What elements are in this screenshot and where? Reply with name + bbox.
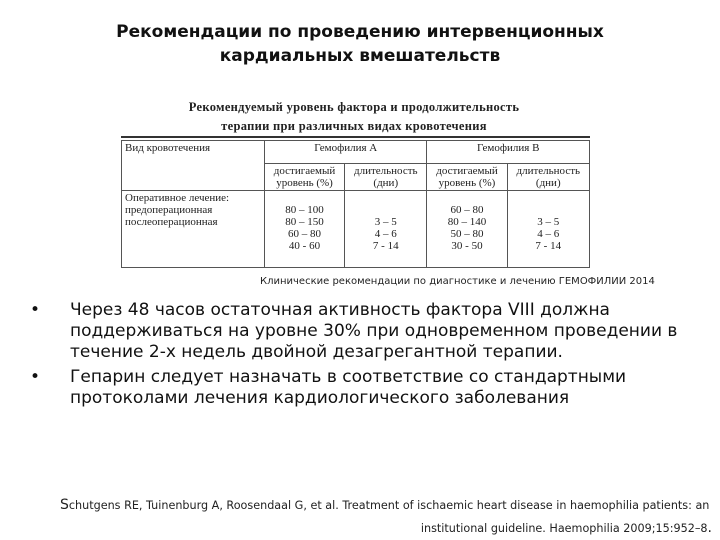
reference-line-1 (60, 494, 712, 517)
b-days-value: 4 – 6 (537, 228, 560, 240)
bullet-item (30, 367, 710, 409)
b-level-value: 30 - 50 (451, 240, 483, 252)
table-row (122, 191, 590, 268)
a-duration-header-line-2: (дни) (373, 177, 399, 189)
a-days-value: 4 – 6 (374, 228, 397, 240)
reference-initial: S (60, 497, 69, 513)
a-level-header-line-2: уровень (%) (276, 177, 333, 189)
hemophilia-b-header: Гемофилия В (427, 141, 590, 164)
a-level-header (265, 164, 345, 191)
table-caption-line-1: Рекомендуемый уровень фактора и продолжительность (188, 100, 520, 114)
postoperative-label: послеоперационная (125, 216, 218, 228)
reference-line-1-text: chutgens RE, Tuinenburg A, Roosendaal G, et al. Treatment of ischaemic heart disease in haemophilia patients: an (68, 499, 710, 512)
b-duration-header-line-2: (дни) (535, 177, 561, 189)
bleeding-type-header: Вид кровотечения (122, 141, 265, 191)
operative-treatment-cell (122, 191, 265, 268)
table-caption (118, 98, 590, 136)
bullet-item (30, 300, 710, 363)
hemophilia-a-header: Гемофилия А (265, 141, 427, 164)
bullet-text: Гепарин следует назначать в соответствие со стандартными протоколами лечения кардиологического заболевания (70, 367, 627, 408)
bullet-list (30, 300, 710, 413)
a-level-value: 60 – 80 (288, 228, 322, 240)
b-level-header-line-2: уровень (%) (438, 177, 496, 189)
a-level-header-line-1: достигаемый (273, 165, 336, 177)
reference-line-2-text: institutional guideline. Haemophilia 2009;15:952–8 (420, 522, 708, 535)
a-days-value: 7 - 14 (372, 240, 399, 252)
a-duration-header (345, 164, 427, 191)
b-level-header-line-1: достигаемый (436, 165, 498, 177)
b-days-value: 7 - 14 (535, 240, 562, 252)
table-caption-line-2: терапии при различных видах кровотечения (221, 119, 487, 133)
table-top-rule (121, 136, 590, 138)
b-duration-header-line-1: длительность (516, 165, 581, 177)
operative-treatment-label: Оперативное лечение: (125, 192, 230, 204)
a-levels-cell (265, 191, 345, 268)
b-days-cell (507, 191, 589, 268)
bullet-marker: • (30, 300, 41, 320)
bullet-marker: • (30, 367, 41, 387)
recommendation-table-image (118, 98, 590, 268)
slide-title-line-2: кардиальных вмешательств (219, 46, 501, 66)
a-days-value: 3 – 5 (374, 216, 397, 228)
b-level-value: 50 – 80 (450, 228, 484, 240)
a-level-value: 40 - 60 (288, 240, 321, 252)
a-level-value: 80 – 100 (285, 204, 324, 216)
a-level-value: 80 – 150 (285, 216, 324, 228)
table-source-note: Клинические рекомендации по диагностике и лечению ГЕМОФИЛИИ 2014 (260, 276, 655, 287)
b-levels-cell (427, 191, 507, 268)
b-level-header (427, 164, 507, 191)
factor-level-table (121, 140, 590, 268)
slide-title-line-1: Рекомендации по проведению интервенционных (116, 22, 604, 42)
preoperative-label: предоперационная (125, 204, 213, 216)
b-level-value: 60 – 80 (450, 204, 484, 216)
a-days-cell (345, 191, 427, 268)
slide-title (60, 20, 660, 68)
b-days-value: 3 – 5 (537, 216, 560, 228)
reference-line-2 (60, 517, 712, 540)
reference-final-period: . (707, 520, 712, 536)
table-header-row (122, 141, 590, 164)
a-duration-header-line-1: длительность (353, 165, 418, 177)
b-level-value: 80 – 140 (447, 216, 487, 228)
literature-reference (60, 494, 712, 540)
bullet-text: Через 48 часов остаточная активность фактора VIII должна поддерживаться на уровне 30% при одновременном проведении в течение 2-х недель двойной дезагрегантной терапии. (70, 300, 678, 362)
b-duration-header (507, 164, 589, 191)
